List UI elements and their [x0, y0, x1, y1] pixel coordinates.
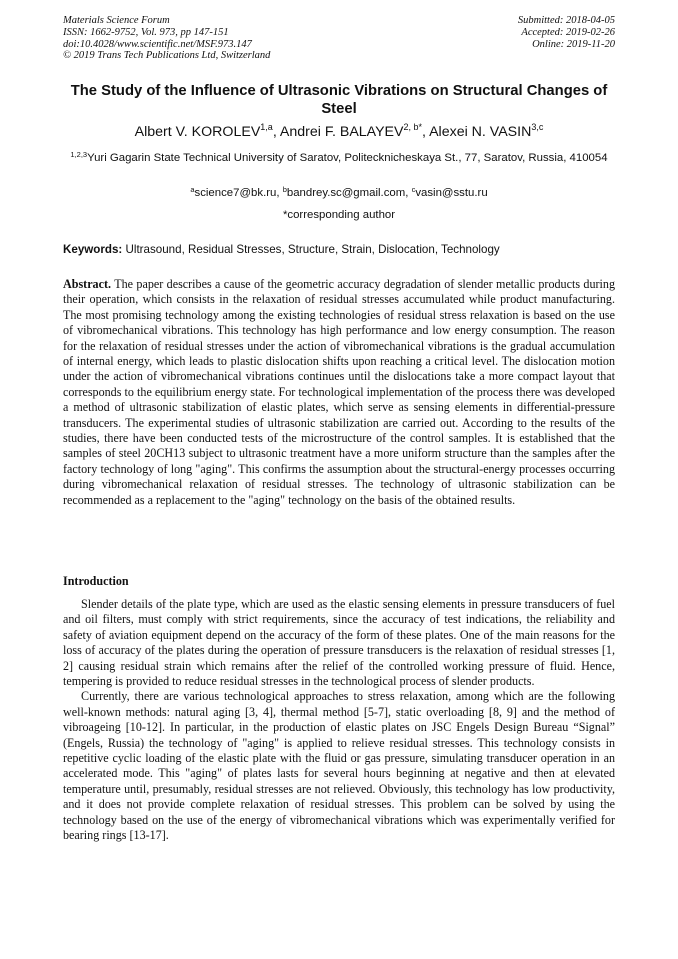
email-sep: ,: [276, 187, 283, 199]
email-sup: c: [411, 185, 416, 194]
email-sup: a: [190, 185, 195, 194]
journal-doi: doi:10.4028/www.scientific.net/MSF.973.147: [63, 38, 252, 50]
corresponding-author-note: *corresponding author: [282, 209, 396, 221]
introduction-body: [63, 597, 615, 844]
author-name: Alexei N. VASIN: [429, 124, 532, 140]
accepted-date: Accepted: 2019-02-26: [521, 26, 615, 38]
email-link[interactable]: vasin@sstu.ru: [415, 187, 488, 199]
keywords-text: Ultrasound, Residual Stresses, Structure, Strain, Dislocation, Technology: [125, 243, 500, 256]
email-link[interactable]: science7@bk.ru: [194, 187, 277, 199]
affiliation-sup: 1,2,3: [70, 150, 88, 159]
email-link[interactable]: bandrey.sc@gmail.com: [286, 187, 406, 199]
author-sup: 2, b*: [403, 122, 422, 132]
author-sep: ,: [421, 124, 430, 140]
journal-issn: ISSN: 1662-9752, Vol. 973, pp 147-151: [63, 26, 229, 38]
journal-name: Materials Science Forum: [63, 15, 170, 26]
author-sep: ,: [272, 124, 280, 140]
abstract: [63, 277, 615, 508]
author-name: Andrei F. BALAYEV: [279, 124, 404, 140]
section-heading: Introduction: [63, 574, 129, 588]
abstract-text: The paper describes a cause of the geometric accuracy degradation of slender metallic products during their operation, which consists in the relaxation of residual stresses accumulated while product manufacturing. The most promising technology among the existing technologies of residual stress relaxation is based on the use of vibromechanical vibrations. This technology has high performance and low energy consumption. The reason for the relaxation of residual stresses under the action of vibromechanical vibrations is the gradual accumulation of internal energy, which leads to plastic dislocation shifts upon reaching a critical level. The dislocation motion under the action of vibromechanical vibrations continues until the dislocations take a more compact layout that corresponds to the equilibrium energy state. For technological implementation of the process there was developed a method of ultrasonic stabilization of elastic plates, which serve as sensing elements in differential-pressure transducers. The experimental studies of ultrasonic stabilization are carried out. According to the results of the studies, there have been conducted tests of the microstructure of the control samples. It is established that the samples of steel 20CH13 subject to ultrasonic treatment have a more uniform structure than the samples after the factory technology of long "aging". This confirms the assumption about the structural-energy processes occurring during vibromechanical relaxation of residual stresses. The technology of ultrasonic stabilization can be recommended as a replacement to the "aging" technology on the basis of the obtained results.: [63, 277, 615, 507]
paragraph: Slender details of the plate type, which are used as the elastic sensing elements in pressure transducers of fuel and oil filters, must comply with strict requirements, since the accuracy of test indications, the reliability and safety of aviation equipment depend on the accuracy of the form of these plates. One of the main reasons for the loss of accuracy of the plates during the operation of pressure transducers is the relaxation of residual stresses [1, 2] causing residual strain which remains after the relief of the controlled working pressure of fluid. Hence, tempering is provided to reduce residual stresses in the technological process of slender products.: [63, 597, 615, 689]
author-sup: 3,c: [531, 122, 544, 132]
author-sup: 1,a: [260, 122, 273, 132]
keywords-label: Keywords:: [63, 243, 123, 256]
online-date: Online: 2019-11-20: [532, 38, 615, 50]
affiliation: [63, 150, 615, 166]
publication-dates: [518, 15, 615, 50]
author-list: [63, 123, 615, 141]
submitted-date: Submitted: 2018-04-05: [517, 15, 615, 26]
paper-title: The Study of the Influence of Ultrasonic Vibrations on Structural Changes of Steel: [70, 83, 608, 117]
email-sup: b: [282, 185, 287, 194]
email-sep: ,: [405, 187, 412, 199]
journal-copyright: © 2019 Trans Tech Publications Ltd, Switzerland: [63, 50, 271, 62]
journal-info: [63, 15, 270, 62]
author-emails: [63, 186, 615, 200]
author-name: Albert V. KOROLEV: [134, 124, 261, 140]
abstract-label: Abstract.: [63, 277, 112, 291]
paragraph: Currently, there are various technological approaches to stress relaxation, among which are the following well-known methods: natural aging [3, 4], thermal method [5-7], static overloading [8, 9] and the method of vibroageing [10-12]. In particular, in the production of elastic plates on JSC Engels Design Bureau “Signal” (Engels, Russia) the technology of "aging" is applied to relieve residual stresses. This technology consists in repetitive cyclic loading of the elastic plate with the fluid or gas pressure, simulating transducer operation in an accelerated mode. This "aging" of plates lasts for several hours beginning at negative and then at elevated temperature until, presumably, residual stresses are not relieved. Obviously, this technology has low productivity, and it does not provide complete relaxation of residual stresses. This problem can be solved by using the technology based on the use of the energy of vibromechanical vibrations which was experimentally verified for bearing rings [13-17].: [63, 689, 615, 843]
keywords: [63, 243, 615, 257]
affiliation-text: Yuri Gagarin State Technical University of Saratov, Politecknicheskaya St., 77, Saratov, Russia, 410054: [87, 152, 608, 164]
